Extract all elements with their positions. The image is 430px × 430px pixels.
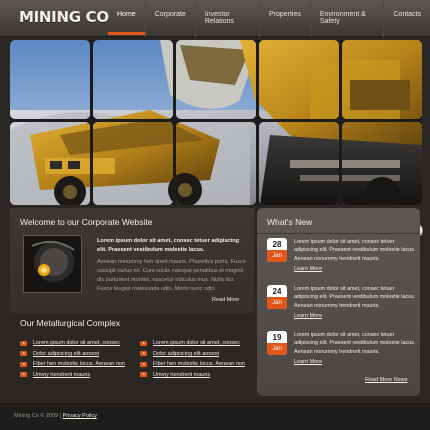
arrow-bullet-icon	[20, 372, 27, 377]
welcome-body-text: Aenean nonummy hen drerit mauris. Phasellus porta. Fusce suscipit varius mi. Cum sociis natoque penatibus et magnis dis parturient montes, nascetur ridiculus mus. Nulla dui. Fusce feugiat malesuada odio. Morbi nunc odio	[97, 259, 246, 292]
divider	[257, 233, 420, 234]
news-text: Lorem ipsum dolor sit amet, consec tetuer adipiscing elit. Praesent vestibulum molestie lacus. Aenean nonummy hendrerit mauris.	[294, 286, 416, 309]
welcome-thumbnail	[23, 235, 82, 293]
complex-link[interactable]: Dolor adipiscing elit aenent	[20, 349, 125, 360]
hero-banner	[10, 40, 422, 205]
complex-list-right	[140, 338, 245, 380]
welcome-title: Welcome to our Corporate Website	[20, 217, 153, 227]
date-day: 24	[272, 286, 282, 296]
welcome-panel	[10, 208, 254, 313]
nav-home[interactable]: Home	[108, 0, 145, 37]
site-footer	[0, 403, 430, 430]
date-month: Jan	[267, 343, 287, 355]
news-learn-more-link[interactable]: Learn More	[294, 266, 323, 272]
complex-link[interactable]: Fiber hen molestie lacus. Aenean non	[20, 359, 125, 370]
date-day: 28	[272, 239, 282, 249]
welcome-read-more-link[interactable]: Read More	[212, 297, 240, 303]
date-month: Jan	[267, 297, 287, 309]
news-text: Lorem ipsum dolor sit amet, consec tetuer adipiscing elit. Praesent vestibulum molestie lacus. Aenean nonummy hendrerit mauris.	[294, 239, 416, 262]
complex-link[interactable]: Dolor adipiscing elit aenent	[140, 349, 245, 360]
molten-metal-icon	[24, 236, 81, 292]
date-badge	[267, 238, 287, 262]
arrow-bullet-icon	[20, 362, 27, 367]
complex-link[interactable]: Ummy hendrerit mauris	[20, 370, 125, 381]
copyright-text: Mining Co © 2009 |	[14, 413, 62, 419]
date-day: 19	[272, 332, 282, 342]
main-nav	[108, 0, 430, 37]
complex-link[interactable]: Fiber hen molestie lacus. Aenean non	[140, 359, 245, 370]
site-header	[0, 0, 430, 37]
arrow-bullet-icon	[140, 362, 147, 367]
date-badge	[267, 285, 287, 309]
nav-contacts[interactable]: Contacts	[383, 0, 430, 37]
arrow-bullet-icon	[140, 372, 147, 377]
arrow-bullet-icon	[20, 351, 27, 356]
complex-list-left	[20, 338, 125, 380]
nav-investor-relations[interactable]: Investor Relations	[195, 0, 259, 37]
arrow-bullet-icon	[20, 341, 27, 346]
complex-link[interactable]: Lorem ipsum dolor sit amet, consec	[20, 338, 125, 349]
complex-title: Our Metallurgical Complex	[20, 318, 121, 328]
footer-line	[14, 413, 97, 419]
complex-link[interactable]: Lorem ipsum dolor sit amet, consec	[140, 338, 245, 349]
date-month: Jan	[267, 250, 287, 262]
whats-new-panel	[257, 208, 420, 396]
news-learn-more-link[interactable]: Learn More	[294, 359, 323, 365]
date-badge	[267, 331, 287, 355]
privacy-policy-link[interactable]: Privacy Policy	[62, 413, 97, 419]
site-logo[interactable]: MINING CO	[19, 8, 109, 26]
read-more-news-link[interactable]: Read More News	[365, 377, 408, 383]
nav-corporate[interactable]: Corporate	[145, 0, 195, 37]
hero-mining-truck-image	[10, 40, 422, 205]
news-text: Lorem ipsum dolor sit amet, consec tetuer adipiscing elit. Praesent vestibulum molestie lacus. Aenean nonummy hendrerit mauris.	[294, 332, 416, 355]
arrow-bullet-icon	[140, 351, 147, 356]
arrow-bullet-icon	[140, 341, 147, 346]
nav-environment-safety[interactable]: Environment & Safety	[310, 0, 384, 37]
whats-new-title: What's New	[267, 217, 313, 227]
complex-link[interactable]: Ummy hendrerit mauris	[140, 370, 245, 381]
news-learn-more-link[interactable]: Learn More	[294, 313, 323, 319]
welcome-lead-text: Lorem ipsum dolor sit amet, consec tetuer adipiscing elit. Praesent vestibulum molestie lacus.	[97, 238, 240, 253]
nav-properties[interactable]: Properties	[259, 0, 310, 37]
